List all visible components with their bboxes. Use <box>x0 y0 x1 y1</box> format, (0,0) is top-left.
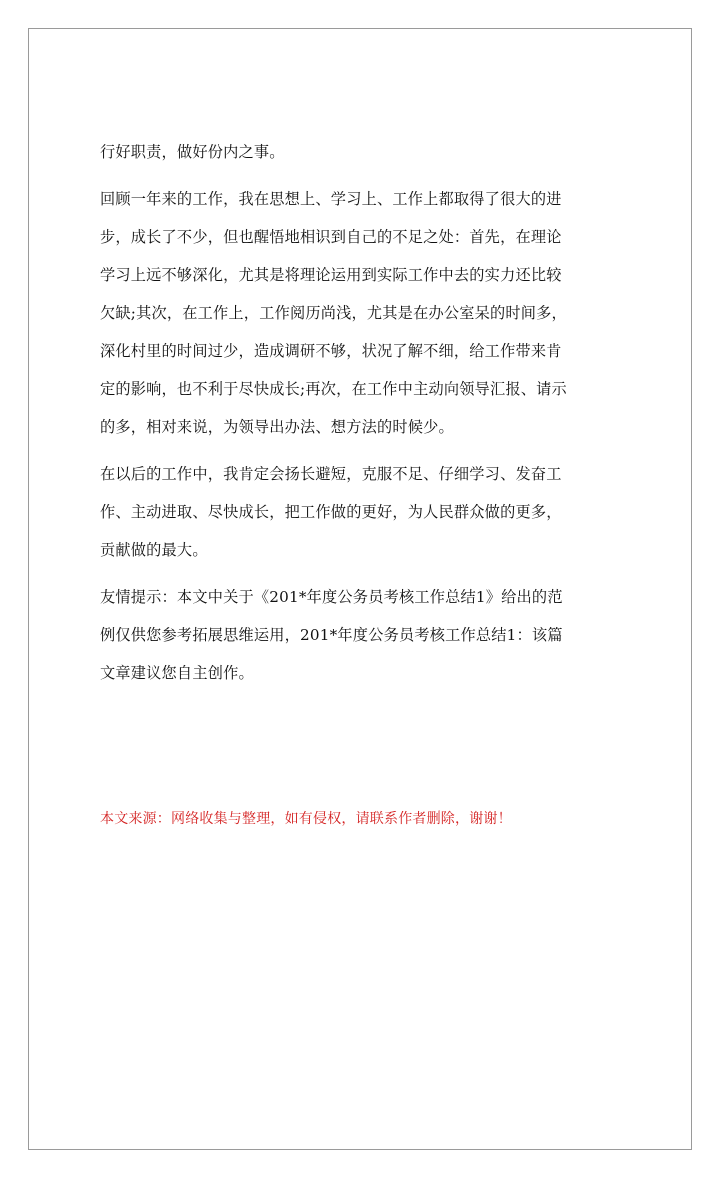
text-line: 友情提示：本文中关于《201*年度公务员考核工作总结1》给出的范 <box>100 588 563 606</box>
text-line: 步，成长了不少，但也醒悟地相识到自己的不足之处：首先，在理论 <box>100 228 562 246</box>
text-line: 定的影响，也不利于尽快成长;再次，在工作中主动向领导汇报、请示 <box>100 380 567 398</box>
source-notice: 本文来源：网络收集与整理，如有侵权，请联系作者删除，谢谢！ <box>100 811 512 827</box>
text-line: 作、主动进取、尽快成长，把工作做的更好，为人民群众做的更多， <box>100 503 562 521</box>
text-line: 贡献做的最大。 <box>100 541 208 559</box>
document-page <box>28 28 692 1150</box>
text-line: 的多，相对来说，为领导出办法、想方法的时候少。 <box>100 418 454 436</box>
text-line: 在以后的工作中，我肯定会扬长避短，克服不足、仔细学习、发奋工 <box>100 465 562 483</box>
document-body <box>100 133 624 838</box>
text-line: 文章建议您自主创作。 <box>100 664 254 682</box>
text-line: 例仅供您参考拓展思维运用，201*年度公务员考核工作总结1：该篇 <box>100 626 563 644</box>
text-line: 欠缺;其次，在工作上，工作阅历尚浅，尤其是在办公室呆的时间多， <box>100 304 567 322</box>
text-line: 深化村里的时间过少，造成调研不够，状况了解不细，给工作带来肯 <box>100 342 562 360</box>
text-line: 行好职责，做好份内之事。 <box>100 143 285 161</box>
text-line: 学习上远不够深化，尤其是将理论运用到实际工作中去的实力还比较 <box>100 266 562 284</box>
text-line: 回顾一年来的工作，我在思想上、学习上、工作上都取得了很大的进 <box>100 190 562 208</box>
